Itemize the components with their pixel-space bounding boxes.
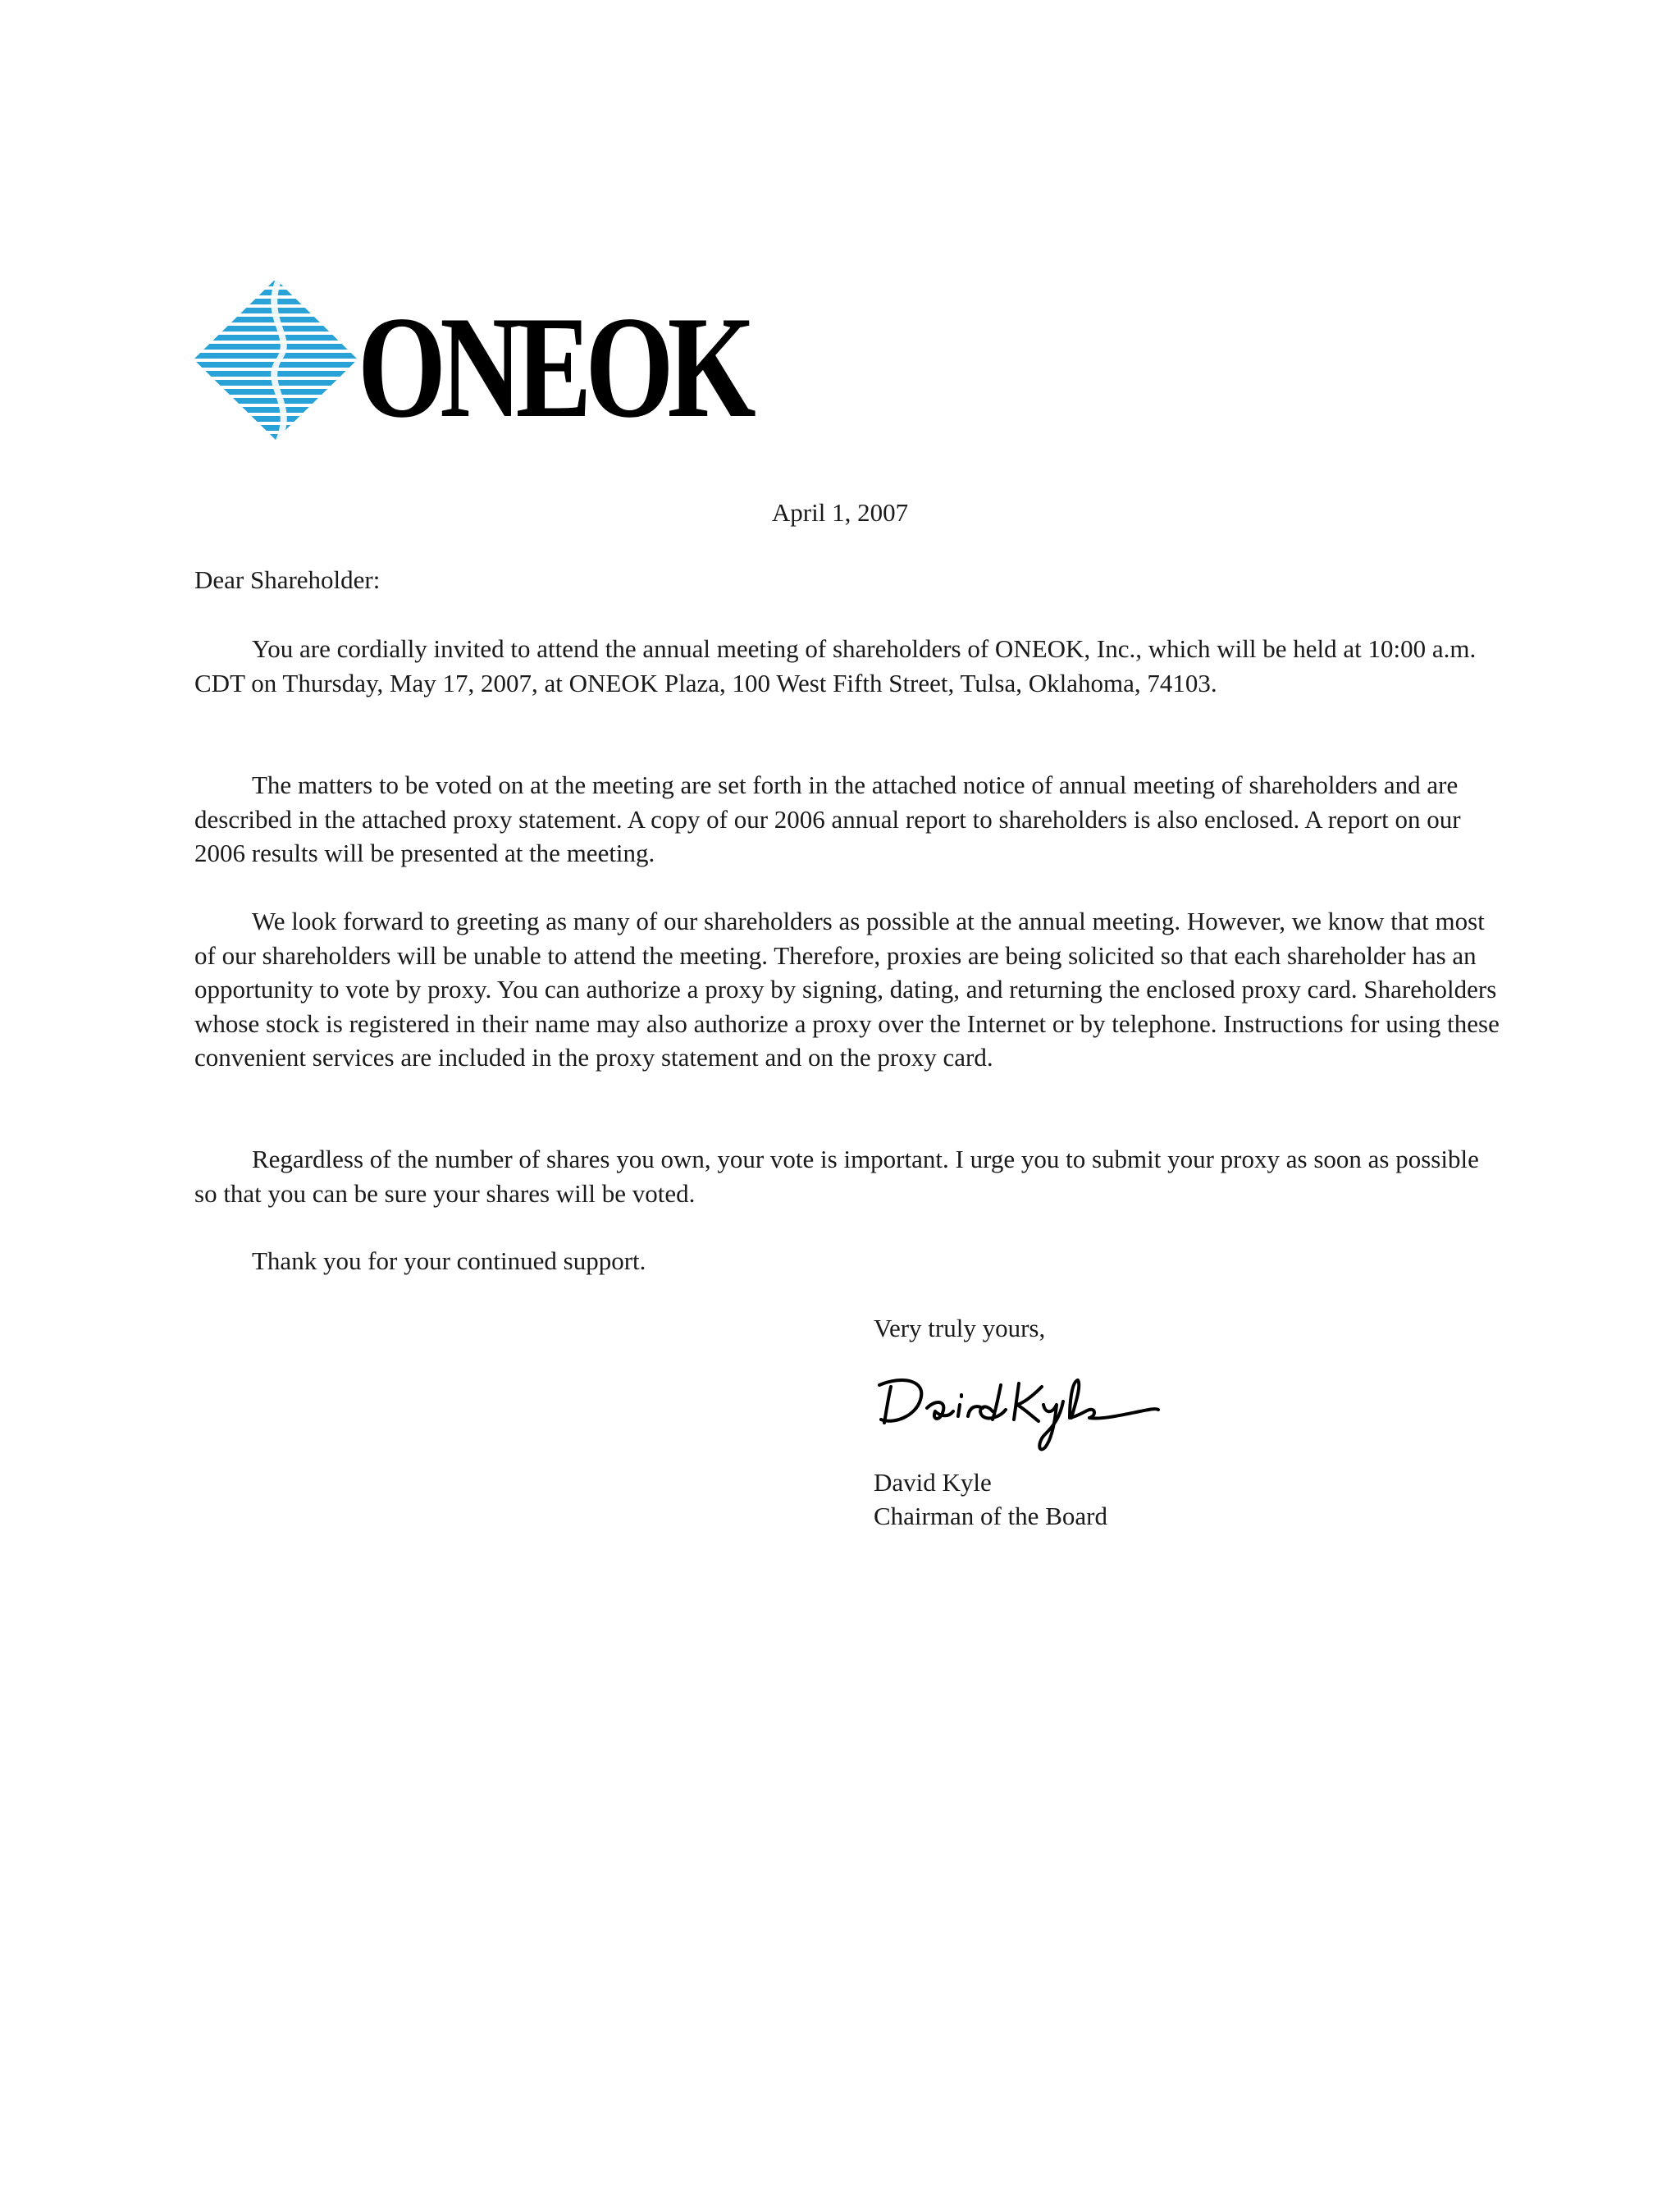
letter-paragraph-4 [194,1142,1507,1210]
paragraph-text: Regardless of the number of shares you own, your vote is important. I urge you to submit your proxy as soon as possible so that you can be sure your shares will be voted. [194,1145,1479,1208]
signer-name: David Kyle [874,1468,992,1497]
letter-paragraph-1 [194,632,1507,700]
company-logo [194,279,750,448]
signer-title: Chairman of the Board [874,1502,1107,1530]
letter-paragraph-3 [194,904,1507,1075]
letter-paragraph-2 [194,768,1507,871]
closing-line: Very truly yours, [874,1314,1046,1342]
paragraph-text: Thank you for your continued support. [252,1246,646,1275]
letter-paragraph-5 [194,1244,1507,1278]
salutation: Dear Shareholder: [194,565,381,594]
logo-wordmark: ONEOK [358,286,750,448]
paragraph-text: We look forward to greeting as many of our shareholders as possible at the annual meeting. However, we know that most of our shareholders will be unable to attend the meeting. Therefore, proxies are being solicited so that each shareholder has an opportunity to vote by proxy. You can authorize a proxy by signing, dating, and returning the enclosed proxy card. Shareholders whose stock is registered in their name may also authorize a proxy over the Internet or by telephone. Instructions for using these convenient services are included in the proxy statement and on the proxy card. [194,907,1500,1072]
diamond-logo-icon [194,279,358,440]
handwritten-signature [870,1369,1165,1459]
paragraph-text: You are cordially invited to attend the annual meeting of shareholders of ONEOK, Inc., which will be held at 10:00 a.m. CDT on Thursday, May 17, 2007, at ONEOK Plaza, 100 West Fifth Street, Tulsa, Oklahoma, 74103. [194,634,1477,697]
letter-date: April 1, 2007 [771,498,909,527]
paragraph-text: The matters to be voted on at the meeting are set forth in the attached notice of annual meeting of shareholders and are described in the attached proxy statement. A copy of our 2006 annual report to shareholders is also enclosed. A report on our 2006 results will be presented at the meeting. [194,770,1461,867]
